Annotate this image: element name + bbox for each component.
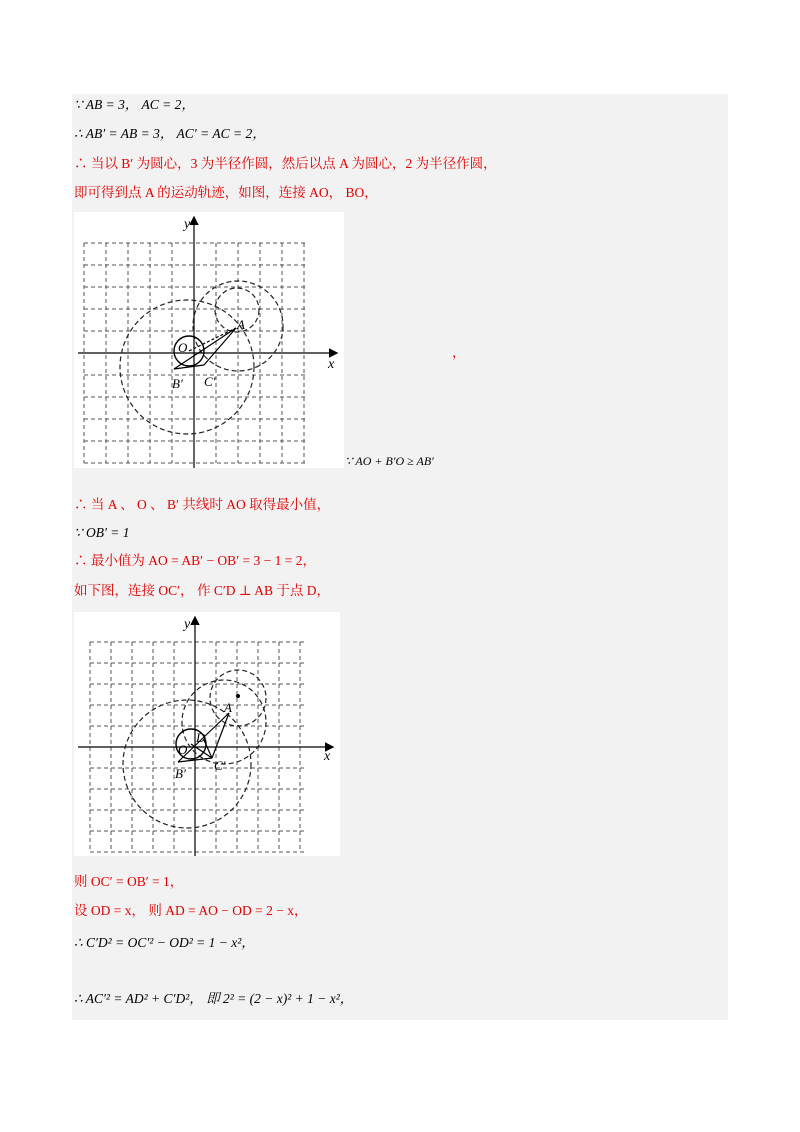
figure-1-diagram bbox=[74, 212, 344, 468]
label-o: O bbox=[178, 340, 188, 355]
figure-2-diagram bbox=[74, 612, 340, 856]
label-y: y bbox=[184, 217, 191, 232]
line-reflection-equal: ∴ AB′ = AB = 3， AC′ = AC = 2， bbox=[74, 126, 266, 141]
line-connect-oc: 如下图，连接 OC′， 作 C′D ⊥ AB 于点 D， bbox=[74, 583, 330, 598]
label-c-prime: C′ bbox=[214, 758, 226, 773]
circle-b-radius-3 bbox=[123, 700, 251, 828]
line-trajectory: 即可得到点 A 的运动轨迹，如图，连接 AO， BO， bbox=[74, 185, 378, 200]
label-a: A bbox=[237, 317, 245, 332]
label-x: x bbox=[328, 357, 335, 372]
label-o: O bbox=[178, 742, 188, 757]
center-point bbox=[236, 694, 240, 698]
figure-2 bbox=[74, 612, 340, 856]
line-set-od: 设 OD = x， 则 AD = AO − OD = 2 − x， bbox=[74, 903, 308, 918]
label-d: D bbox=[196, 730, 206, 745]
line-ab-ac-given: ∵ AB = 3， AC = 2， bbox=[74, 97, 195, 112]
label-y: y bbox=[184, 617, 191, 632]
label-x: x bbox=[324, 749, 331, 764]
line-cd-squared: ∴ C′D² = OC′² − OD² = 1 − x²， bbox=[74, 935, 255, 950]
label-b-prime: B′ bbox=[175, 766, 186, 781]
comma-after-figure-1: ， bbox=[452, 345, 466, 360]
figure-1 bbox=[74, 212, 344, 468]
label-c-prime: C′ bbox=[204, 374, 216, 389]
line-ob-equals-1: ∵ OB′ = 1 bbox=[74, 525, 130, 540]
line-collinear: ∴ 当 A 、 O 、 B′ 共线时 AO 取得最小值， bbox=[74, 497, 331, 512]
label-b-prime: B′ bbox=[172, 376, 183, 391]
line-pythagoras: ∴ AC′² = AD² + C′D²， 即 2² = (2 − x)² + 1 − x²， bbox=[74, 991, 354, 1006]
label-a: A bbox=[224, 700, 232, 715]
line-oc-equals-ob: 则 OC′ = OB′ = 1， bbox=[74, 874, 184, 889]
line-inequality: ∵ AO + B′O ≥ AB′ bbox=[345, 454, 434, 468]
line-circle-construction: ∴ 当以 B′ 为圆心，3 为半径作圆，然后以点 A 为圆心，2 为半径作圆， bbox=[74, 156, 497, 171]
line-minimum: ∴ 最小值为 AO = AB′ − OB′ = 3 − 1 = 2， bbox=[74, 553, 316, 568]
